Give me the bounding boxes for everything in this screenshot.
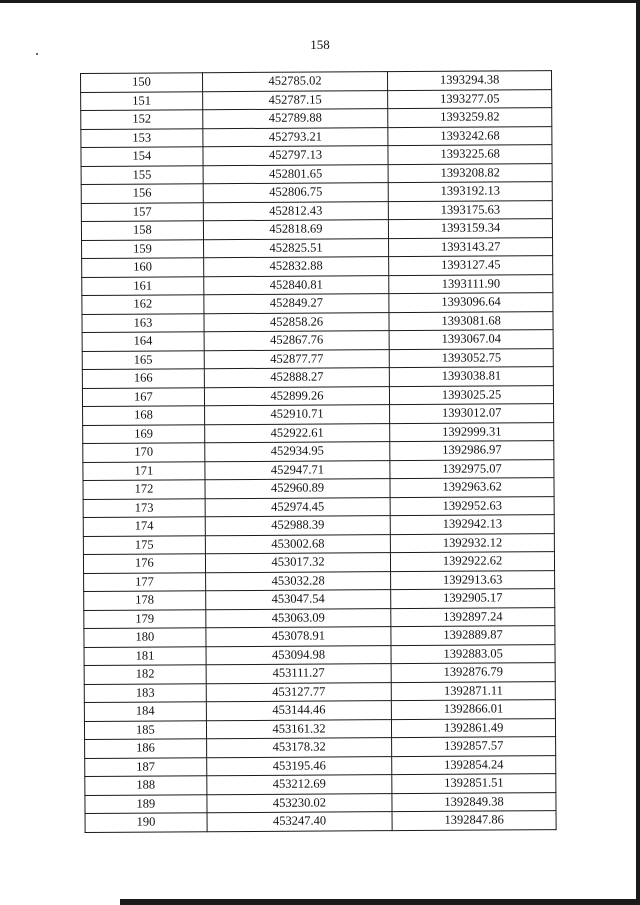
x-coordinate-cell: 452825.51 [203, 238, 389, 258]
point-number-cell: 178 [84, 591, 206, 610]
x-coordinate-cell: 453094.98 [206, 645, 392, 665]
point-number-cell: 167 [82, 387, 204, 406]
point-number-cell: 156 [81, 184, 203, 203]
x-coordinate-cell: 452910.71 [204, 405, 390, 425]
point-number-cell: 150 [81, 73, 203, 92]
y-coordinate-cell: 1392883.05 [391, 644, 555, 664]
point-number-cell: 189 [85, 794, 207, 813]
table-row [84, 607, 555, 628]
y-coordinate-cell: 1393259.82 [388, 108, 552, 128]
point-number-cell: 181 [84, 646, 206, 665]
point-number-cell: 185 [84, 720, 206, 739]
y-coordinate-cell: 1393038.81 [390, 367, 554, 387]
y-coordinate-cell: 1392866.01 [392, 700, 556, 720]
x-coordinate-cell: 452793.21 [203, 127, 389, 147]
table-row [82, 330, 553, 351]
table-row [81, 219, 552, 240]
x-coordinate-cell: 452818.69 [203, 220, 389, 240]
coordinates-table [80, 70, 557, 832]
x-coordinate-cell: 453212.69 [207, 775, 393, 795]
x-coordinate-cell: 452960.89 [205, 479, 391, 499]
x-coordinate-cell: 453247.40 [207, 812, 393, 832]
point-number-cell: 164 [82, 332, 204, 351]
table-row [82, 348, 553, 369]
table-row [84, 644, 555, 665]
point-number-cell: 177 [84, 572, 206, 591]
table-row [81, 89, 552, 110]
scan-border-top [0, 0, 640, 3]
y-coordinate-cell: 1393225.68 [388, 145, 552, 165]
x-coordinate-cell: 452974.45 [205, 497, 391, 517]
table-row [84, 663, 555, 684]
y-coordinate-cell: 1392999.31 [390, 422, 554, 442]
table-row [82, 311, 553, 332]
y-coordinate-cell: 1392897.24 [391, 607, 555, 627]
x-coordinate-cell: 452789.88 [203, 109, 389, 129]
table-row [83, 533, 554, 554]
table-row [82, 367, 553, 388]
x-coordinate-cell: 452988.39 [205, 516, 391, 536]
y-coordinate-cell: 1393012.07 [390, 404, 554, 424]
point-number-cell: 188 [85, 776, 207, 795]
table-row [83, 404, 554, 425]
scan-border-bottom [120, 899, 640, 905]
x-coordinate-cell: 452877.77 [204, 349, 390, 369]
y-coordinate-cell: 1393175.63 [389, 200, 553, 220]
x-coordinate-cell: 453063.09 [206, 608, 392, 628]
y-coordinate-cell: 1393025.25 [390, 385, 554, 405]
point-number-cell: 182 [84, 665, 206, 684]
y-coordinate-cell: 1392861.49 [392, 718, 556, 738]
x-coordinate-cell: 452947.71 [205, 460, 391, 480]
table-row [83, 496, 554, 517]
point-number-cell: 172 [83, 480, 205, 499]
point-number-cell: 166 [82, 369, 204, 388]
x-coordinate-cell: 453144.46 [206, 701, 392, 721]
x-coordinate-cell: 452812.43 [203, 201, 389, 221]
y-coordinate-cell: 1392889.87 [391, 626, 555, 646]
y-coordinate-cell: 1393143.27 [389, 237, 553, 257]
x-coordinate-cell: 453078.91 [206, 627, 392, 647]
x-coordinate-cell: 453127.77 [206, 682, 392, 702]
x-coordinate-cell: 452934.95 [205, 442, 391, 462]
x-coordinate-cell: 452806.75 [203, 183, 389, 203]
point-number-cell: 153 [81, 128, 203, 147]
y-coordinate-cell: 1392905.17 [391, 589, 555, 609]
table-row [83, 422, 554, 443]
table-row [84, 681, 555, 702]
scan-border-right [636, 0, 640, 905]
point-number-cell: 179 [84, 609, 206, 628]
x-coordinate-cell: 452787.15 [202, 90, 388, 110]
table-row [81, 145, 552, 166]
x-coordinate-cell: 453017.32 [205, 553, 391, 573]
y-coordinate-cell: 1392986.97 [390, 441, 554, 461]
y-coordinate-cell: 1392942.13 [390, 515, 554, 535]
y-coordinate-cell: 1393208.82 [388, 163, 552, 183]
y-coordinate-cell: 1392857.57 [392, 737, 556, 757]
y-coordinate-cell: 1392847.86 [392, 811, 556, 831]
x-coordinate-cell: 452785.02 [202, 72, 388, 92]
y-coordinate-cell: 1393159.34 [389, 219, 553, 239]
table-row [84, 589, 555, 610]
table-row [83, 441, 554, 462]
table-row [84, 718, 555, 739]
table-row [82, 237, 553, 258]
table-row [81, 126, 552, 147]
x-coordinate-cell: 453111.27 [206, 664, 392, 684]
x-coordinate-cell: 452858.26 [204, 312, 390, 332]
point-number-cell: 154 [81, 147, 203, 166]
table-row [84, 570, 555, 591]
x-coordinate-cell: 453230.02 [207, 793, 393, 813]
y-coordinate-cell: 1393294.38 [388, 71, 552, 91]
point-number-cell: 159 [82, 239, 204, 258]
point-number-cell: 175 [83, 535, 205, 554]
table-row [84, 700, 555, 721]
x-coordinate-cell: 452888.27 [204, 368, 390, 388]
point-number-cell: 186 [85, 739, 207, 758]
point-number-cell: 169 [83, 424, 205, 443]
table-row [85, 755, 556, 776]
point-number-cell: 157 [81, 202, 203, 221]
table-row [82, 385, 553, 406]
x-coordinate-cell: 452867.76 [204, 331, 390, 351]
x-coordinate-cell: 452801.65 [203, 164, 389, 184]
coordinates-table-body [81, 71, 557, 832]
y-coordinate-cell: 1393242.68 [388, 126, 552, 146]
point-number-cell: 174 [83, 517, 205, 536]
table-row [82, 274, 553, 295]
y-coordinate-cell: 1393277.05 [388, 89, 552, 109]
point-number-cell: 168 [83, 406, 205, 425]
y-coordinate-cell: 1393127.45 [389, 256, 553, 276]
table-row [85, 774, 556, 795]
x-coordinate-cell: 453032.28 [205, 571, 391, 591]
page-number: 158 [310, 37, 330, 52]
y-coordinate-cell: 1393192.13 [388, 182, 552, 202]
point-number-cell: 180 [84, 628, 206, 647]
point-number-cell: 173 [83, 498, 205, 517]
y-coordinate-cell: 1392922.62 [391, 552, 555, 572]
point-number-cell: 190 [85, 813, 207, 832]
x-coordinate-cell: 452922.61 [204, 423, 390, 443]
point-number-cell: 176 [83, 554, 205, 573]
x-coordinate-cell: 453002.68 [205, 534, 391, 554]
x-coordinate-cell: 452797.13 [203, 146, 389, 166]
table-row [85, 737, 556, 758]
table-row [83, 552, 554, 573]
y-coordinate-cell: 1392851.51 [392, 774, 556, 794]
point-number-cell: 152 [81, 110, 203, 129]
point-number-cell: 184 [84, 702, 206, 721]
x-coordinate-cell: 452840.81 [204, 275, 390, 295]
y-coordinate-cell: 1392952.63 [390, 496, 554, 516]
point-number-cell: 158 [81, 221, 203, 240]
point-number-cell: 187 [85, 757, 207, 776]
point-number-cell: 165 [82, 350, 204, 369]
point-number-cell: 151 [81, 91, 203, 110]
y-coordinate-cell: 1392963.62 [390, 478, 554, 498]
scan-speck [36, 53, 38, 55]
table-row [83, 478, 554, 499]
table-row [81, 200, 552, 221]
table-row [84, 626, 555, 647]
x-coordinate-cell: 452899.26 [204, 386, 390, 406]
y-coordinate-cell: 1392871.11 [391, 681, 555, 701]
point-number-cell: 160 [82, 258, 204, 277]
y-coordinate-cell: 1393052.75 [389, 348, 553, 368]
y-coordinate-cell: 1392932.12 [391, 533, 555, 553]
table-row [83, 515, 554, 536]
table-row [81, 182, 552, 203]
y-coordinate-cell: 1392876.79 [391, 663, 555, 683]
y-coordinate-cell: 1393081.68 [389, 311, 553, 331]
point-number-cell: 170 [83, 443, 205, 462]
point-number-cell: 155 [81, 165, 203, 184]
table-row [85, 792, 556, 813]
y-coordinate-cell: 1393096.64 [389, 293, 553, 313]
point-number-cell: 183 [84, 683, 206, 702]
table-row [83, 459, 554, 480]
y-coordinate-cell: 1393067.04 [389, 330, 553, 350]
x-coordinate-cell: 453178.32 [206, 738, 392, 758]
y-coordinate-cell: 1392975.07 [390, 459, 554, 479]
table-row [82, 256, 553, 277]
y-coordinate-cell: 1393111.90 [389, 274, 553, 294]
x-coordinate-cell: 452849.27 [204, 294, 390, 314]
x-coordinate-cell: 453161.32 [206, 719, 392, 739]
table-row [82, 293, 553, 314]
point-number-cell: 161 [82, 276, 204, 295]
y-coordinate-cell: 1392849.38 [392, 792, 556, 812]
point-number-cell: 162 [82, 295, 204, 314]
x-coordinate-cell: 453195.46 [206, 756, 392, 776]
point-number-cell: 171 [83, 461, 205, 480]
y-coordinate-cell: 1392854.24 [392, 755, 556, 775]
table-row [81, 71, 552, 92]
point-number-cell: 163 [82, 313, 204, 332]
y-coordinate-cell: 1392913.63 [391, 570, 555, 590]
x-coordinate-cell: 453047.54 [205, 590, 391, 610]
table-row [81, 163, 552, 184]
table-row [85, 811, 556, 832]
x-coordinate-cell: 452832.88 [203, 257, 389, 277]
table-row [81, 108, 552, 129]
